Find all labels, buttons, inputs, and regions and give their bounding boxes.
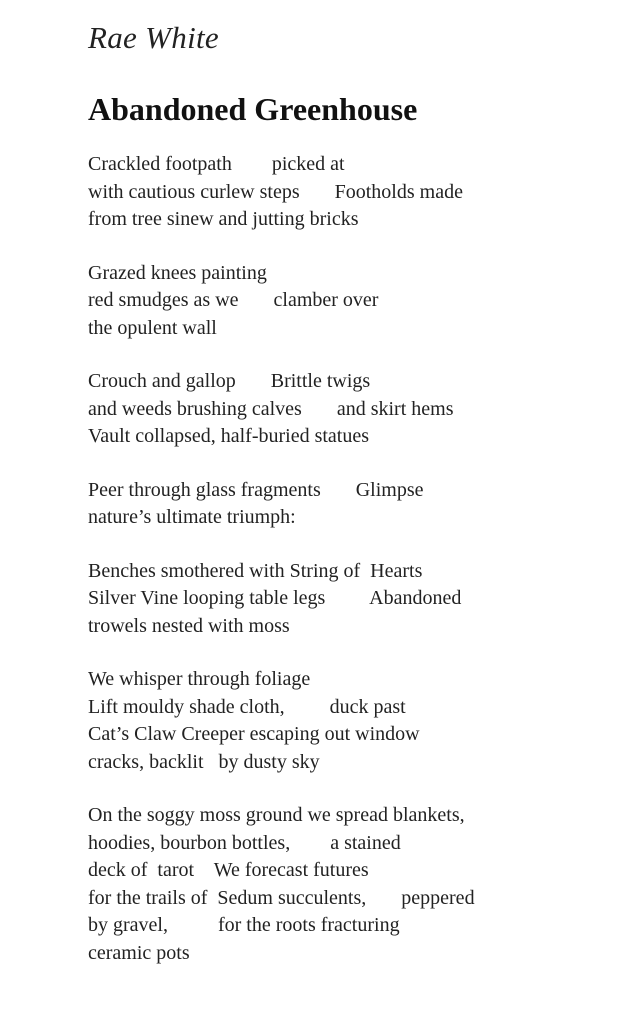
poem-line: Benches smothered with String of Hearts bbox=[88, 559, 423, 582]
poem-line: deck of tarot We forecast futures bbox=[88, 859, 369, 881]
poem-line: We whisper through foliage bbox=[88, 668, 311, 690]
poem-line: Lift mouldy shade cloth, duck past bbox=[88, 695, 406, 718]
stanza-5 bbox=[88, 558, 608, 641]
poem-line: Crouch and gallop Brittle twigs bbox=[88, 370, 371, 392]
poem-line: the opulent wall bbox=[88, 316, 217, 339]
poem-line: for the trails of Sedum succulents, peppered bbox=[88, 886, 475, 909]
poem-page bbox=[88, 20, 608, 993]
poem-line: Peer through glass fragments Glimpse bbox=[88, 478, 424, 501]
poem-line: with cautious curlew steps Footholds made bbox=[88, 180, 463, 203]
poem-line: Vault collapsed, half-buried statues bbox=[88, 425, 370, 447]
poem-line: nature’s ultimate triumph: bbox=[88, 506, 296, 528]
poem-line: trowels nested with moss bbox=[88, 614, 290, 637]
poem-line: Grazed knees painting bbox=[88, 261, 267, 284]
stanza-6 bbox=[88, 666, 608, 776]
poem-line: by gravel, for the roots fracturing bbox=[88, 914, 400, 936]
stanza-3 bbox=[88, 368, 608, 451]
poem-line: red smudges as we clamber over bbox=[88, 289, 379, 311]
poem-line: ceramic pots bbox=[88, 941, 190, 964]
stanza-2 bbox=[88, 260, 608, 343]
poem-line: cracks, backlit by dusty sky bbox=[88, 750, 320, 773]
poem-title: Abandoned Greenhouse bbox=[88, 91, 418, 127]
poem-line: On the soggy moss ground we spread blankets, bbox=[88, 804, 465, 826]
poem-line: Crackled footpath picked at bbox=[88, 153, 345, 175]
author-name: Rae White bbox=[88, 20, 219, 55]
poem-line: hoodies, bourbon bottles, a stained bbox=[88, 831, 401, 854]
poem-body bbox=[88, 151, 608, 967]
stanza-1 bbox=[88, 151, 608, 234]
poem-line: Silver Vine looping table legs Abandoned bbox=[88, 587, 462, 609]
stanza-7 bbox=[88, 802, 608, 967]
poem-line: and weeds brushing calves and skirt hems bbox=[88, 397, 454, 420]
poem-line: Cat’s Claw Creeper escaping out window bbox=[88, 723, 420, 745]
stanza-4 bbox=[88, 477, 608, 532]
poem-line: from tree sinew and jutting bricks bbox=[88, 208, 359, 230]
